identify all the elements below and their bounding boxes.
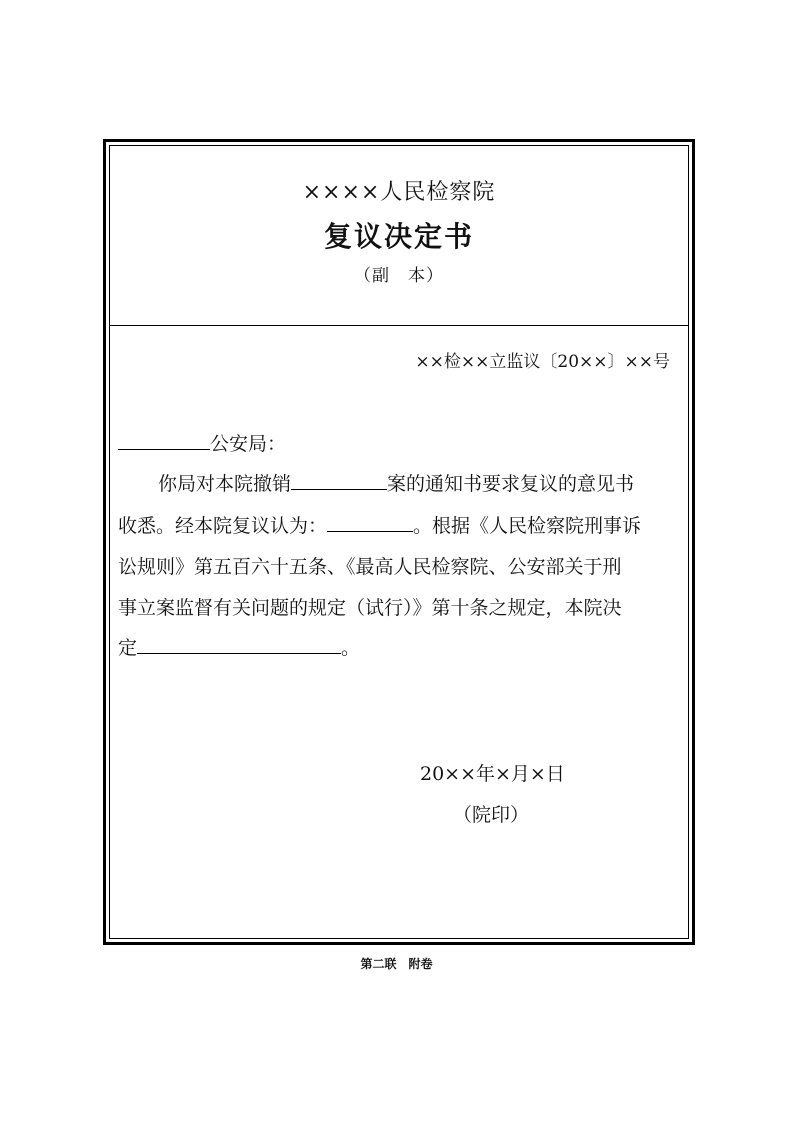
body-line-1-pre: 你局对本院撤销 bbox=[158, 473, 292, 495]
document-title: 复议决定书 bbox=[323, 220, 474, 253]
recipient-blank[interactable] bbox=[118, 429, 210, 450]
recipient-suffix: 公安局： bbox=[210, 433, 287, 455]
decision-blank[interactable] bbox=[137, 633, 341, 654]
body-line-2-pre: 收悉。经本院复议认为： bbox=[118, 515, 328, 537]
seal-label: （院印） bbox=[453, 804, 530, 826]
body-line-4: 事立案监督有关问题的规定（试行）》第十条之规定，本院决 bbox=[118, 597, 622, 619]
review-opinion-blank[interactable] bbox=[327, 511, 413, 532]
document-number: ××检××立监议〔20××〕××号 bbox=[415, 352, 670, 372]
body-line-5-post: 。 bbox=[341, 637, 361, 659]
procuratorate-name: ××××人民检察院 bbox=[302, 180, 496, 205]
footer-copy-note: 第二联 附卷 bbox=[360, 957, 433, 971]
body-line-3: 讼规则》第五百六十五条、《最高人民检察院、公安部关于刑 bbox=[118, 556, 622, 578]
body-line-1 bbox=[158, 469, 634, 496]
document-frame bbox=[103, 139, 695, 945]
body-line-2 bbox=[118, 511, 641, 538]
document-date: 20××年×月×日 bbox=[420, 763, 565, 785]
body-line-2-post: 。根据《人民检察院刑事诉 bbox=[413, 515, 642, 537]
body-line-5-pre: 定 bbox=[118, 637, 138, 659]
case-name-blank[interactable] bbox=[291, 469, 387, 490]
body-line-1-post: 案的通知书要求复议的意见书 bbox=[387, 473, 635, 495]
header-divider bbox=[110, 325, 688, 326]
document-inner-frame bbox=[109, 145, 689, 939]
body-line-5 bbox=[118, 633, 360, 660]
recipient-line bbox=[118, 429, 286, 456]
copy-label: （副 本） bbox=[354, 266, 444, 286]
